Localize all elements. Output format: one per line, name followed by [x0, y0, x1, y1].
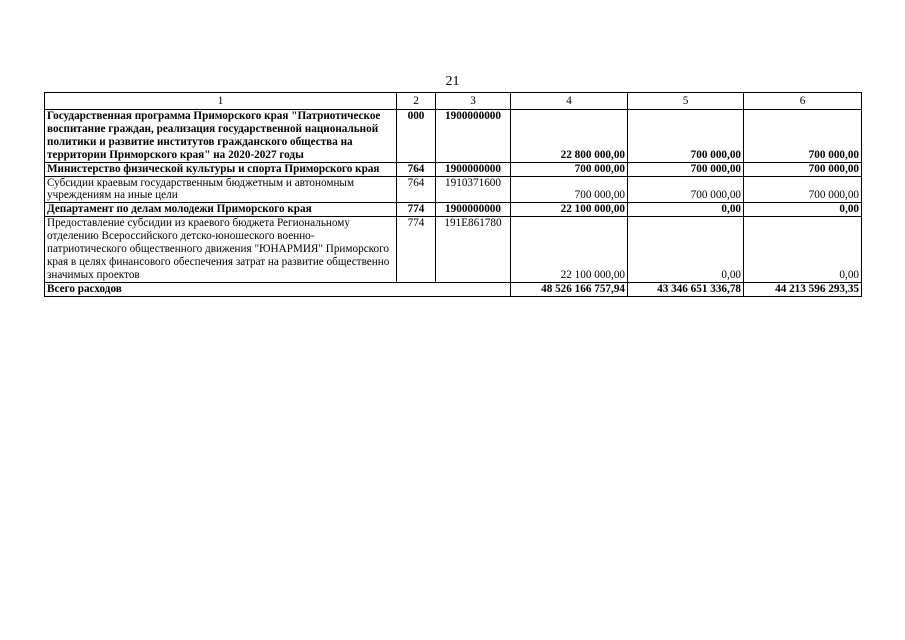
row-target-code: 191E861780 — [436, 217, 511, 283]
row-target-code: 1900000000 — [436, 162, 511, 176]
row-amount-col6: 0,00 — [744, 203, 862, 217]
table-row — [45, 203, 862, 217]
row-amount-col4: 22 100 000,00 — [511, 217, 628, 283]
row-name: Государственная программа Приморского края "Патриотическое воспитание граждан, реализация государственной национальной политики и развитие институтов гражданского общества на территории Приморского края" на 2020-2027 годы — [45, 110, 397, 163]
row-amount-col4: 700 000,00 — [511, 176, 628, 203]
total-amount-col4: 48 526 166 757,94 — [511, 282, 628, 296]
row-amount-col4: 22 800 000,00 — [511, 110, 628, 163]
budget-table — [44, 92, 862, 297]
total-amount-col6: 44 213 596 293,35 — [744, 282, 862, 296]
column-header: 1 — [45, 93, 397, 110]
row-amount-col5: 0,00 — [628, 217, 744, 283]
column-header: 3 — [436, 93, 511, 110]
column-header: 5 — [628, 93, 744, 110]
row-amount-col6: 700 000,00 — [744, 176, 862, 203]
row-amount-col5: 700 000,00 — [628, 162, 744, 176]
column-header: 4 — [511, 93, 628, 110]
column-header: 6 — [744, 93, 862, 110]
row-grbs-code: 000 — [397, 110, 436, 163]
row-name: Предоставление субсидии из краевого бюджета Региональному отделению Всероссийского детско-юношеского военно-патриотического общественного движения "ЮНАРМИЯ" Приморского края в целях финансового обеспечения затрат на развитие общественно значимых проектов — [45, 217, 397, 283]
table-row — [45, 110, 862, 163]
row-target-code: 1900000000 — [436, 203, 511, 217]
table-row — [45, 176, 862, 203]
row-name: Министерство физической культуры и спорта Приморского края — [45, 162, 397, 176]
row-amount-col4: 700 000,00 — [511, 162, 628, 176]
row-grbs-code: 774 — [397, 203, 436, 217]
total-row — [45, 282, 862, 296]
table-header-row — [45, 93, 862, 110]
row-grbs-code: 764 — [397, 176, 436, 203]
row-amount-col4: 22 100 000,00 — [511, 203, 628, 217]
table-row — [45, 162, 862, 176]
table-row — [45, 217, 862, 283]
total-amount-col5: 43 346 651 336,78 — [628, 282, 744, 296]
row-grbs-code: 774 — [397, 217, 436, 283]
total-label: Всего расходов — [45, 282, 511, 296]
row-target-code: 1900000000 — [436, 110, 511, 163]
row-amount-col5: 700 000,00 — [628, 110, 744, 163]
row-name: Субсидии краевым государственным бюджетным и автономным учреждениям на иные цели — [45, 176, 397, 203]
row-amount-col5: 0,00 — [628, 203, 744, 217]
row-amount-col6: 700 000,00 — [744, 110, 862, 163]
row-target-code: 1910371600 — [436, 176, 511, 203]
row-grbs-code: 764 — [397, 162, 436, 176]
page-number: 21 — [445, 74, 460, 89]
column-header: 2 — [397, 93, 436, 110]
row-amount-col6: 0,00 — [744, 217, 862, 283]
row-name: Департамент по делам молодежи Приморского края — [45, 203, 397, 217]
row-amount-col6: 700 000,00 — [744, 162, 862, 176]
row-amount-col5: 700 000,00 — [628, 176, 744, 203]
